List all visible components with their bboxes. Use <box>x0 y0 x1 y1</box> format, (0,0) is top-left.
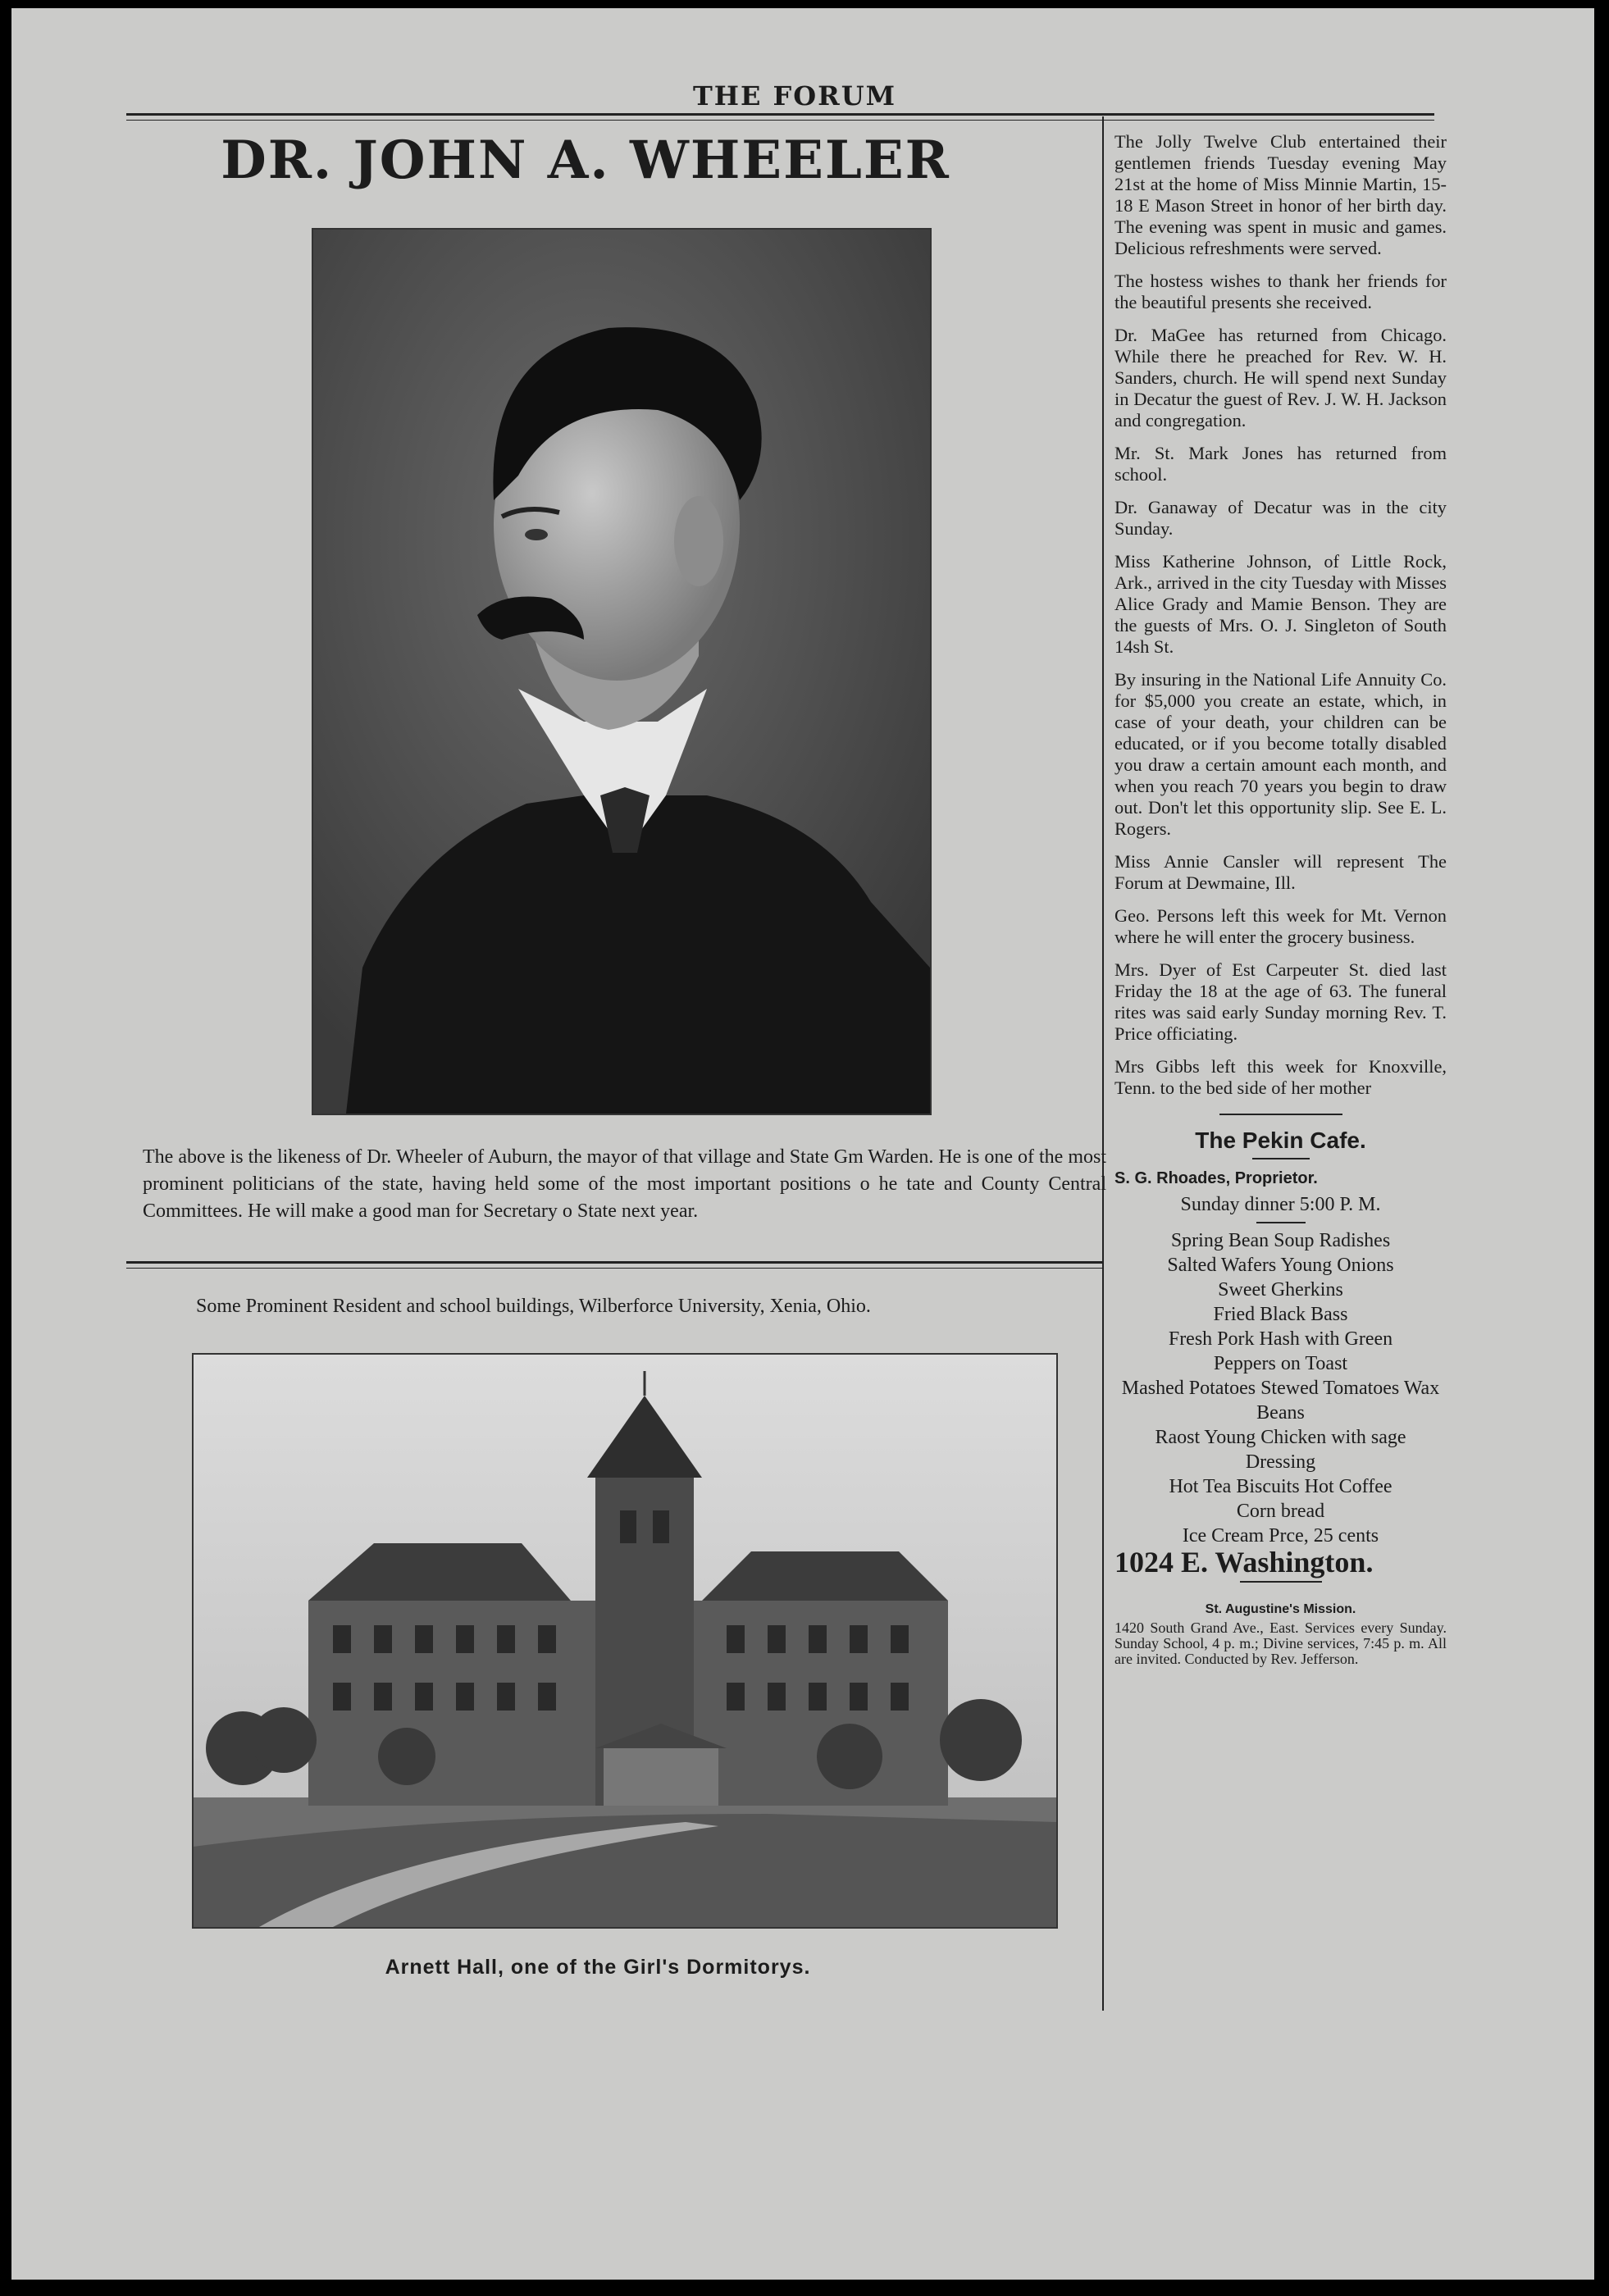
news-item: Dr. Ganaway of Decatur was in the city Sunday. <box>1114 497 1447 539</box>
news-item: Miss Annie Cansler will represent The Forum at Dewmaine, Ill. <box>1114 851 1447 893</box>
menu-item: Salted Wafers Young Onions <box>1167 1255 1394 1276</box>
mission-title: St. Augustine's Mission. <box>1205 1602 1356 1616</box>
news-item: The Jolly Twelve Club entertained their gentlemen friends Tuesday evening May 21st at the home of Miss Minnie Martin, 15-18 E Mason Street in honor of her birth day. The evening was spent in music and games. Delicious refreshments were served. <box>1114 131 1447 258</box>
divider <box>1240 1581 1322 1583</box>
headline: DR. JOHN A. WHEELER <box>221 130 950 191</box>
cafe-address: 1024 E. Washington. <box>1114 1546 1374 1578</box>
portrait-photo <box>312 228 932 1115</box>
news-item: Mr. St. Mark Jones has returned from school. <box>1114 443 1447 485</box>
cafe-menu <box>1114 1228 1447 1548</box>
news-item: Miss Katherine Johnson, of Little Rock, Ark., arrived in the city Tuesday with Misses Alice Grady and Mamie Benson. They are the guests of Mrs. O. J. Singleton of South 14sh St. <box>1114 551 1447 657</box>
news-item: The hostess wishes to thank her friends for the beautiful presents she received. <box>1114 271 1447 312</box>
divider <box>1252 1158 1310 1159</box>
menu-item: Raost Young Chicken with sage <box>1155 1427 1406 1448</box>
news-item: Geo. Persons left this week for Mt. Vernon where he will enter the grocery business. <box>1114 905 1447 947</box>
menu-item: Peppers on Toast <box>1213 1353 1348 1374</box>
news-item: Mrs Gibbs left this week for Knoxville, Tenn. to the bed side of her mother <box>1114 1056 1447 1098</box>
menu-item: Hot Tea Biscuits Hot Coffee <box>1169 1476 1392 1497</box>
masthead: THE FORUM <box>692 80 897 112</box>
portrait-caption: The above is the likeness of Dr. Wheeler of Auburn, the mayor of that village and State Gm Warden. He is one of the most prominent politicians of the state, having held some of the most important positions o he tate and County Central Committees. He will make a good man for Secretary o State next year. <box>143 1146 1106 1222</box>
menu-item: Fresh Pork Hash with Green <box>1168 1328 1393 1350</box>
cafe-title: The Pekin Cafe. <box>1195 1128 1366 1153</box>
menu-item: Mashed Potatoes Stewed Tomatoes Wax Beans <box>1121 1378 1440 1424</box>
mission-text: 1420 South Grand Ave., East. Services every Sunday. Sunday School, 4 p. m.; Divine services, 7:45 p. m. All are invited. Conducted by Rev. Jefferson. <box>1114 1620 1447 1667</box>
divider <box>1219 1114 1342 1115</box>
menu-item: Dressing <box>1245 1451 1316 1473</box>
column-divider <box>1102 116 1104 2011</box>
news-item: Mrs. Dyer of Est Carpeuter St. died last Friday the 18 at the age of 63. The funeral rites was said early Sunday morning Rev. T. Price officiating. <box>1114 959 1447 1044</box>
cafe-proprietor: S. G. Rhoades, Proprietor. <box>1114 1169 1318 1187</box>
cafe-dinner: Sunday dinner 5:00 P. M. <box>1180 1194 1381 1215</box>
newspaper-page <box>11 8 1594 2280</box>
building-photo <box>192 1353 1058 1929</box>
menu-item: Sweet Gherkins <box>1218 1279 1343 1301</box>
menu-item: Fried Black Bass <box>1213 1304 1348 1325</box>
masthead-rule <box>126 113 1434 116</box>
news-item: Dr. MaGee has returned from Chicago. While there he preached for Rev. W. H. Sanders, church. He will spend next Sunday in Decatur the guest of Rev. J. W. H. Jackson and congregation. <box>1114 325 1447 430</box>
menu-item: Corn bread <box>1236 1501 1325 1522</box>
section-rule <box>126 1261 1102 1264</box>
menu-item: Spring Bean Soup Radishes <box>1170 1230 1391 1251</box>
news-column <box>1114 131 1447 1667</box>
divider <box>1256 1222 1306 1223</box>
school-caption: Some Prominent Resident and school buildings, Wilberforce University, Xenia, Ohio. <box>196 1296 871 1317</box>
building-caption: Arnett Hall, one of the Girl's Dormitorys. <box>385 1956 811 1979</box>
masthead-rule-thin <box>126 120 1434 121</box>
news-item: By insuring in the National Life Annuity Co. for $5,000 you create an estate, which, in case of your death, your children can be educated, or if you become totally disabled you draw a certain amount each month, and when you reach 70 years you begin to draw out. Don't let this opportunity slip. See E. L. Rogers. <box>1114 669 1447 839</box>
menu-item: Ice Cream Prce, 25 cents <box>1182 1525 1379 1547</box>
section-rule-thin <box>126 1268 1102 1269</box>
